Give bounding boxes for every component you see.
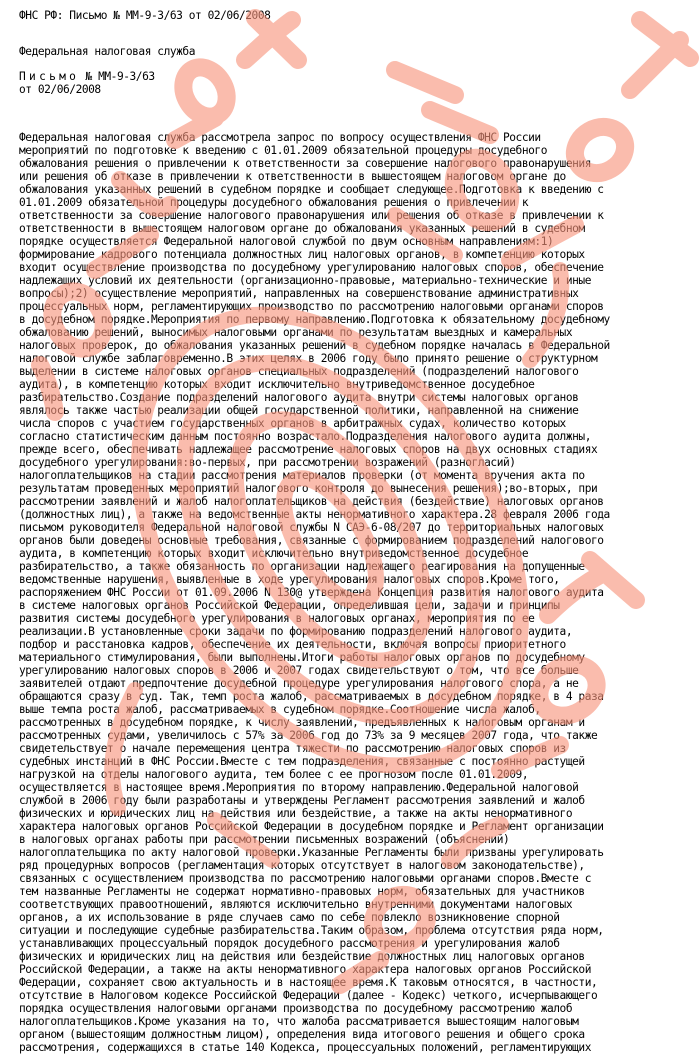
- body-line: осуществляется в настоящее время.Мероприятия по второму направлению.Федеральной налоговой: [19, 781, 579, 794]
- body-line: обращаются сразу в суд. Так, темп роста жалоб, рассматриваемых в досудебном порядке, в 4 раза: [19, 690, 604, 703]
- body-line: Федерации, сохраняет свою актуальность и в настоящее время.К таковым относятся, в частности,: [19, 976, 598, 989]
- letter-title: [19, 70, 155, 83]
- body-line: результатам проведенных мероприятий налогового контроля до вынесения решения);во-вторых, при: [19, 482, 598, 495]
- body-line: обжалования решения о привлечении к ответственности за совершение налогового правонарушения: [19, 157, 591, 170]
- body-line: соответствующих правоотношений, являются исключительно внутренними документами налоговых: [19, 898, 573, 911]
- body-line: обжалованию решений, выносимых налоговыми органами по результатам выездных и камеральных: [19, 326, 573, 339]
- body-line: (должностных лиц), а также на ведомственные акты ненормативного характера.28 февраля 2006 года: [19, 508, 610, 521]
- letter-number: № ММ-9-3/63: [85, 70, 155, 83]
- body-line: ситуации и последующие судебные разбирательства.Таким образом, проблема отсутствия ряда норм,: [19, 924, 604, 937]
- body-line: процессуальных норм, регламентирующих производство по рассмотрению налоговыми органами споров: [19, 300, 604, 313]
- body-line: нагрузкой на отделы налогового аудита, тем более с ее прогнозом после 01.01.2009,: [19, 768, 529, 781]
- body-line: числа споров с участием государственных органов в арбитражных судах, количество которых: [19, 417, 566, 430]
- letter-label: Письмо: [19, 70, 80, 83]
- body-line: органов, а их использование в ряде случаев само по себе повлекло возникновение спорной: [19, 911, 560, 924]
- body-line: тем названные Регламенты не содержат нормативно-правовых норм, обязательных для участников: [19, 885, 585, 898]
- body-line: входит осуществление производства по досудебному урегулированию налоговых споров, обеспечение: [19, 261, 604, 274]
- body-line: развития системы досудебного урегулирования в налоговых органах, мероприятия по ее: [19, 612, 535, 625]
- body-line: 01.01.2009 обязательной процедуры досудебного обжалования решения о привлечении к: [19, 196, 529, 209]
- body-line: выше темпа роста жалоб, рассматриваемых в судебном порядке.Соотношение числа жалоб,: [19, 703, 541, 716]
- body-line: урегулированию налоговых споров в 2006 и 2007 годах свидетельствуют о том, что все больше: [19, 664, 579, 677]
- body-line: свидетельствует о начале перемещения центра тяжести по рассмотрению налоговых споров из: [19, 742, 566, 755]
- body-line: вопросы);2) осуществление мероприятий, направленных на совершенствование административных: [19, 287, 579, 300]
- body-line: заявителей отдают предпочтение досудебной процедуре урегулирования налогового спора, а не: [19, 677, 579, 690]
- letter-date: от 02/06/2008: [19, 83, 101, 96]
- body-line: или решения об отказе в привлечении к ответственности в вышестоящем налоговом органе до: [19, 170, 566, 183]
- issuing-agency: Федеральная налоговая служба: [19, 45, 195, 58]
- body-line: надлежащих условий их деятельности (организационно-правовые, материально-технические и иные: [19, 274, 591, 287]
- body-line: распоряжением ФНС России от 01.09.2006 N 130@ утверждена Концепция развития налогового аудита: [19, 586, 604, 599]
- body-line: физических и юридических лиц на действия или бездействие должностных лиц налоговых органов: [19, 950, 585, 963]
- body-line: разбирательство.Создание подразделений налогового аудита внутри системы налоговых органов: [19, 391, 579, 404]
- body-line: аудита, в компетенцию которых входит исключительно внутриведомственное досудебное: [19, 547, 529, 560]
- body-line: прежде всего, обеспечивать надлежащее рассмотрение налоговых споров на двух основных стадиях: [19, 443, 598, 456]
- document-reference: ФНС РФ: Письмо № ММ-9-3/63 от 02/06/2008: [19, 9, 271, 22]
- body-line: органов были доведены основные требования, связанные с формированием подразделений налогового: [19, 534, 604, 547]
- body-line: налогоплательщика по акту налоговой проверки.Указанные Регламенты были призваны урегулировать: [19, 846, 604, 859]
- body-line: порядка осуществления налоговыми органами производства по досудебному рассмотрению жалоб: [19, 1002, 573, 1015]
- body-line: рассмотрении заявлений и жалоб налогоплательщиков на действия (бездействие) налоговых органов: [19, 495, 604, 508]
- body-line: ведомственные нарушения, выявленные в ходе урегулирования налоговых споров.Кроме того,: [19, 573, 560, 586]
- body-line: письмом руководителя Федеральной налоговой службы N САЭ-6-08/207 до территориальных налоговых: [19, 521, 604, 534]
- body-line: судебных инстанций в ФНС России.Вместе с тем подразделения, связанные с постоянно растущей: [19, 755, 585, 768]
- body-line: разбирательство, а также обязанность по организации надлежащего реагирования на допущенные: [19, 560, 585, 573]
- body-line: согласно статистическим данным постоянно возрастало.Подразделения налогового аудита должны,: [19, 430, 591, 443]
- body-line: физических и юридических лиц на действия или бездействие, а также на акты ненормативного: [19, 807, 573, 820]
- body-line: порядке осуществляется Федеральной налоговой службой по двум основным направлениям:1): [19, 235, 554, 248]
- body-line: формирование кадрового потенциала должностных лиц налоговых органов, в компетенцию которых: [19, 248, 585, 261]
- body-line: в досудебном порядке.Мероприятия по первому направлению.Подготовка к обязательному досудебному: [19, 313, 610, 326]
- body-line: рассмотренных судами, увеличилось с 57% за 2006 год до 73% за 9 месяцев 2007 года, что также: [19, 729, 598, 742]
- body-line: подбор и расстановка кадров, обеспечение их деятельности, включая вопросы приоритетного: [19, 638, 566, 651]
- body-line: налогоплательщиков.Кроме указания на то, что жалоба рассматривается вышестоящим налоговым: [19, 1015, 579, 1028]
- body-line: материального стимулирования, были выполнены.Итоги работы налоговых органов по досудебному: [19, 651, 585, 664]
- body-line: устанавливающих процессуальный порядок досудебного рассмотрения и урегулирования жалоб: [19, 937, 560, 950]
- body-line: реализации.В установленные сроки задачи по формированию подразделений налогового аудита,: [19, 625, 573, 638]
- body-line: досудебного урегулирования:во-первых, при рассмотрении возражений (разногласий): [19, 456, 516, 469]
- body-line: ответственности за совершение налогового правонарушения или решения об отказе в привлечении к: [19, 209, 604, 222]
- body-line: налоговой службе заблаговременно.В этих целях в 2006 году было принято решение о структурном: [19, 352, 598, 365]
- body-line: органом (вышестоящим должностным лицом), определения вида итогового решения и общего срока: [19, 1028, 585, 1041]
- body-line: рассмотренных в досудебном порядке, к числу заявлений, предъявленных к налоговым органам и: [19, 716, 585, 729]
- body-line: аудита), в компетенцию которых входит исключительно внутриведомственное досудебное: [19, 378, 535, 391]
- body-line: выделении в системе налоговых органов специальных подразделений (подразделений налогового: [19, 365, 579, 378]
- body-line: отсутствие в Налоговом кодексе Российской Федерации (далее - Кодекс) четкого, исчерпывающего: [19, 989, 598, 1002]
- body-line: в системе налоговых органов Российской Федерации, определившая цели, задачи и принципы: [19, 599, 560, 612]
- body-line: мероприятий по подготовке к введению с 01.01.2009 обязательной процедуры досудебного: [19, 144, 547, 157]
- body-line: связанных с осуществлением производства по рассмотрению налоговыми органами споров.Вместе с: [19, 872, 591, 885]
- body-line: службой в 2006 году были разработаны и утверждены Регламент рассмотрения заявлений и жалоб: [19, 794, 585, 807]
- body-line: в налоговых органах работы при рассмотрении письменных возражений (объяснений): [19, 833, 510, 846]
- body-line: Федеральная налоговая служба рассмотрела запрос по вопросу осуществления ФНС России: [19, 131, 541, 144]
- body-line: ряд процедурных вопросов (регламентация которых отсутствует в налоговом законодательстве),: [19, 859, 585, 872]
- body-line: налоговых проверок, до обжалования указанных решений в судебном порядке началась в Федеральной: [19, 339, 610, 352]
- body-line: Российской Федерации, а также на акты ненормативного характера налоговых органов Российской: [19, 963, 591, 976]
- body-line: рассмотрения, содержащихся в статье 140 Кодекса, процессуальных положений, регламентирующих: [19, 1041, 591, 1054]
- body-line: являлось также частью реализации общей государственной политики, направленной на снижение: [19, 404, 579, 417]
- body-line: характера налоговых органов Российской Федерации в досудебном порядке и Регламент организации: [19, 820, 604, 833]
- body-line: ответственности в вышестоящем налоговом органе до обжалования указанных решений в судебном: [19, 222, 585, 235]
- body-line: обжалования указанных решений в судебном порядке и сообщает следующее.Подготовка к введению с: [19, 183, 604, 196]
- body-line: налогоплательщиков на стадии рассмотрения материалов проверки (от момента вручения акта по: [19, 469, 585, 482]
